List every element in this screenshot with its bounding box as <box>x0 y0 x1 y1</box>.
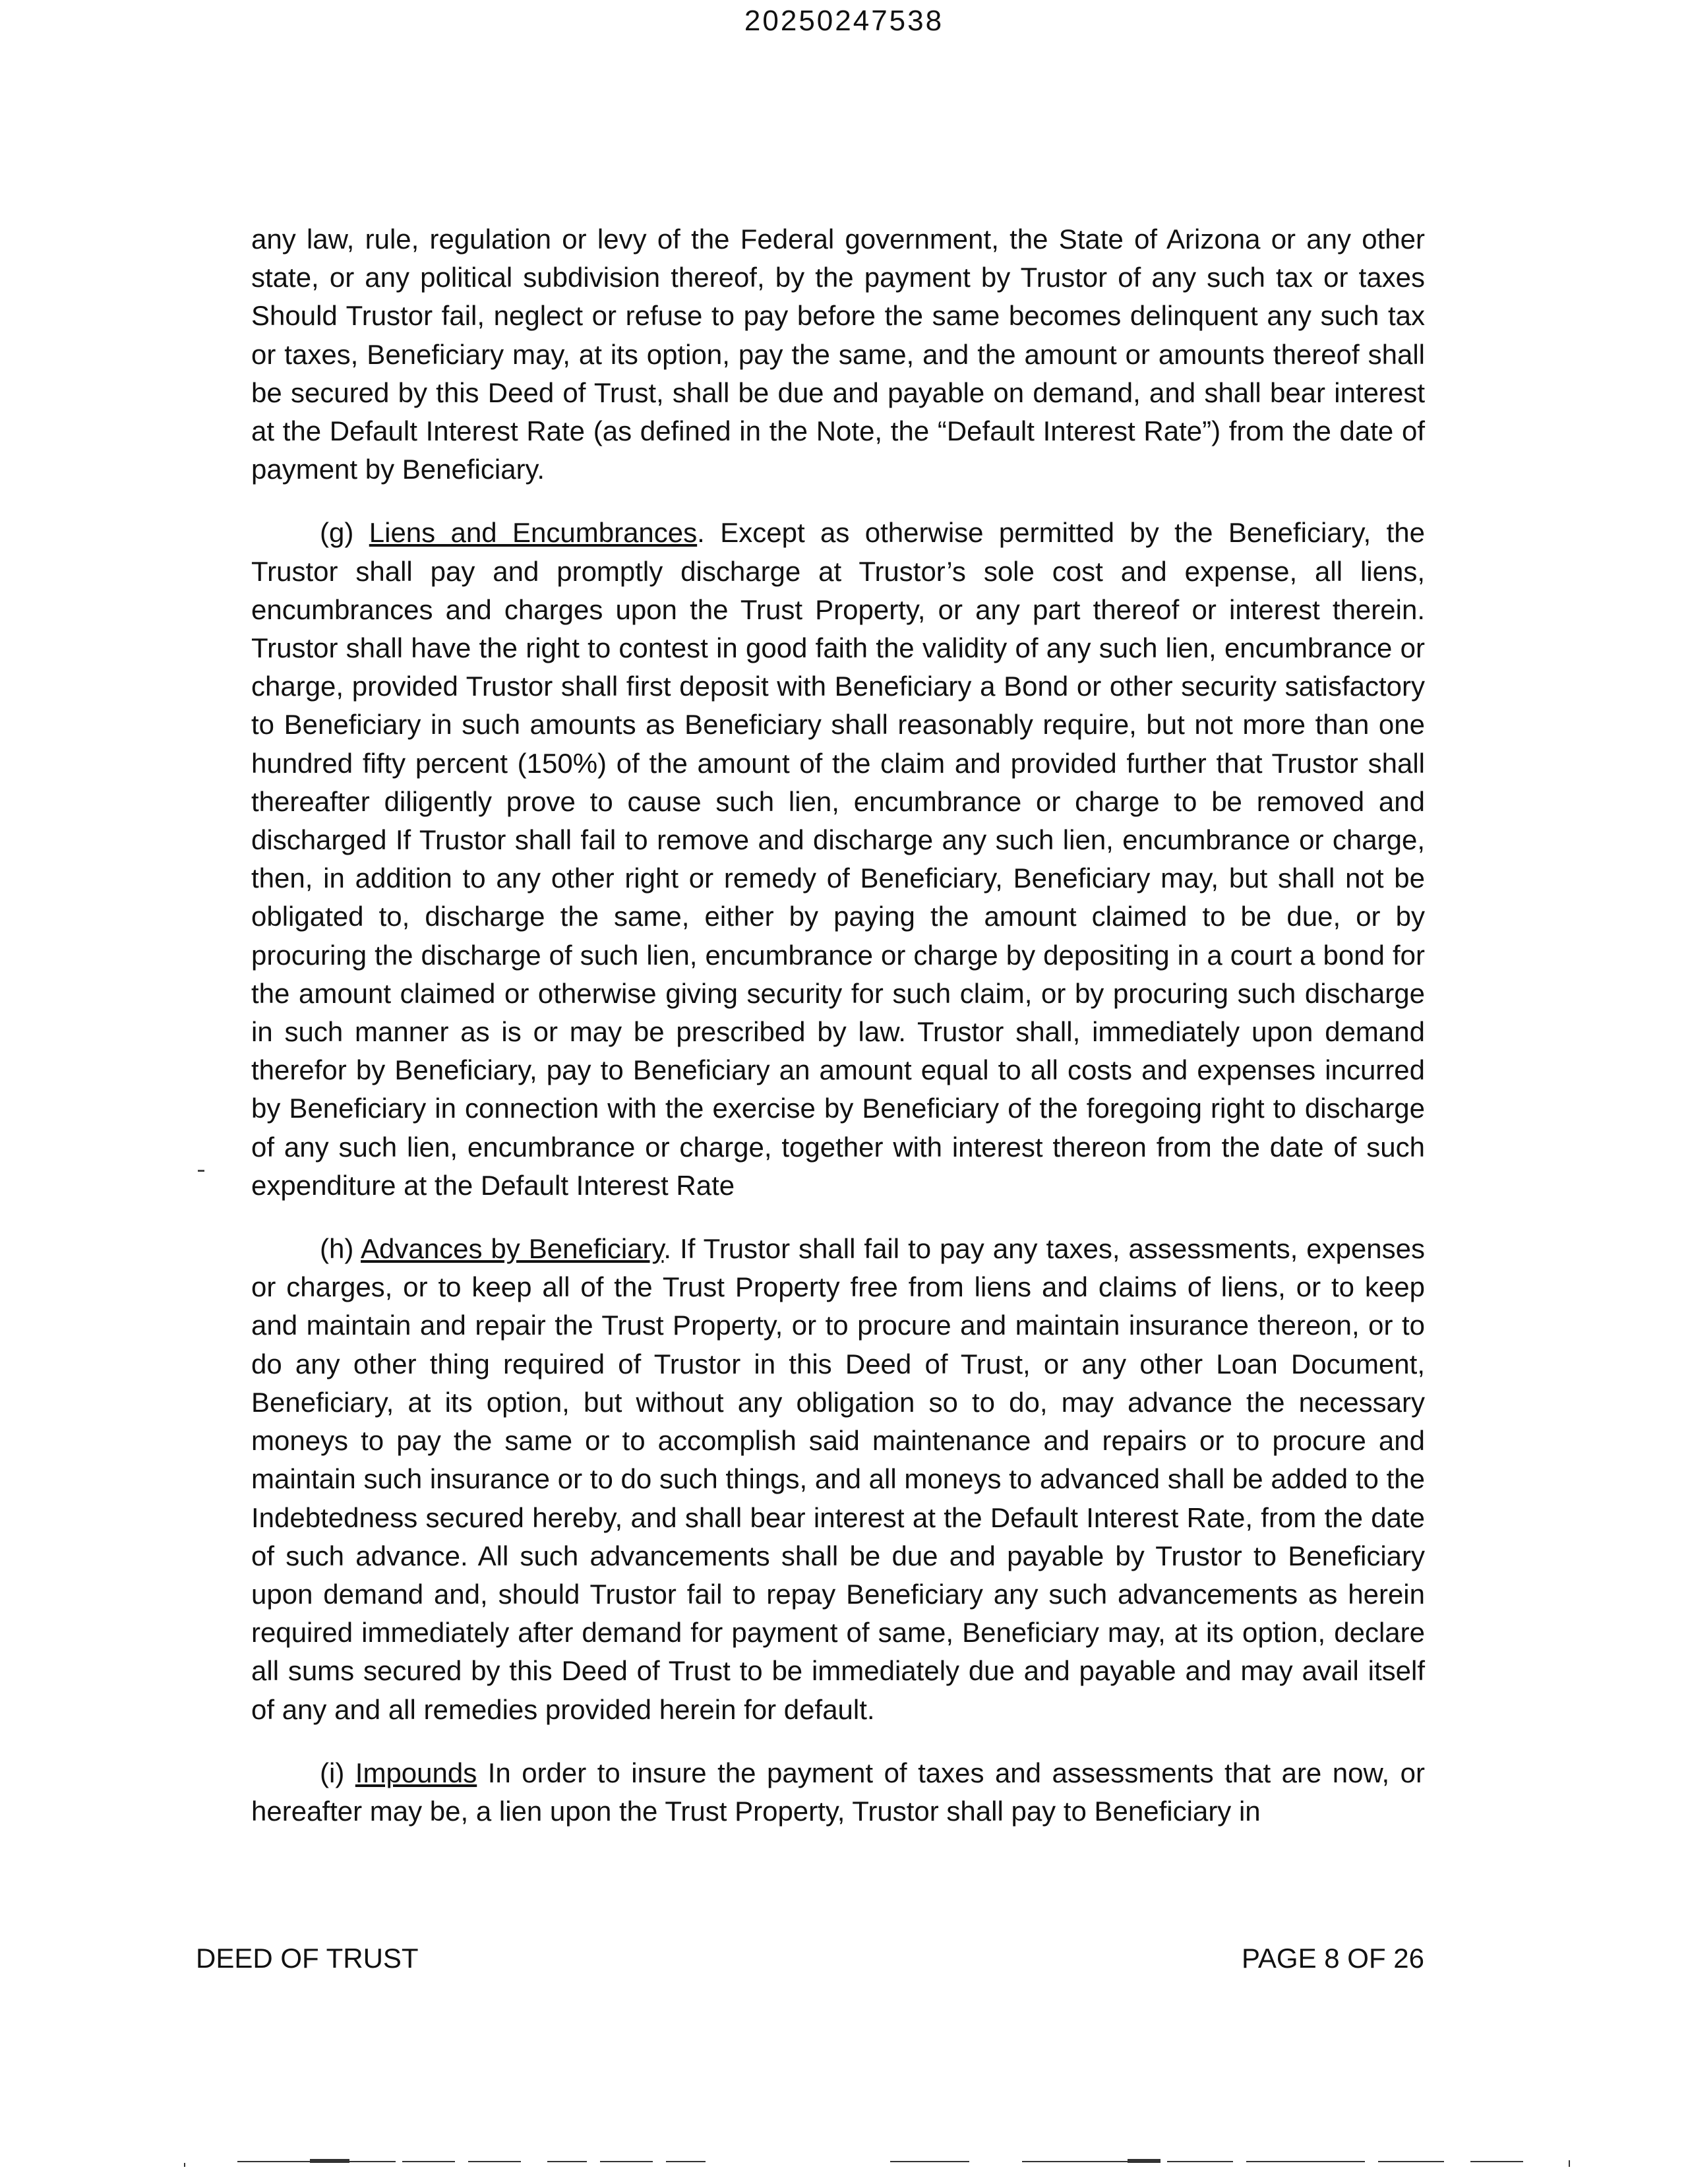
section-text-h: . If Trustor shall fail to pay any taxes, assessments, expenses or charges, or to keep all of the Trust Property free from liens and claims of liens, or to keep and maintain and repair the Trust Property, or to procure and maintain insurance thereon, or to do any other thing required of Trustor in this Deed of Trust, or any other Loan Document, Beneficiary, at its option, but without any obligation so to do, may advance the necessary moneys to pay the same or to accomplish said maintenance and repairs or to procure and maintain such insurance or to do such things, and all moneys to advanced shall be added to the Indebtedness secured hereby, and shall bear interest at the Default Interest Rate, from the date of such advance. All such advancements shall be due and payable by Trustor to Beneficiary upon demand and, should Trustor fail to repay Beneficiary any such advancements as herein required immediately after demand for payment of same, Beneficiary may, at its option, declare all sums secured by this Deed of Trust to be immediately due and payable and may avail itself of any and all remedies provided herein for default. <box>251 1233 1426 1725</box>
section-heading-g: Liens and Encumbrances <box>369 517 698 549</box>
section-marker-g: (g) <box>320 517 354 549</box>
paragraph-h <box>251 1230 1425 1729</box>
section-text-i: In order to insure the payment of taxes and assessments that are now, or hereafter may be, a lien upon the Trust Property, Trustor shall pay to Beneficiary in <box>251 1757 1425 1827</box>
section-heading-h: Advances by Beneficiary <box>361 1233 664 1265</box>
document-body <box>251 220 1425 1856</box>
document-number: 20250247538 <box>744 5 944 37</box>
section-heading-i: Impounds <box>355 1757 477 1788</box>
paragraph-g <box>251 514 1425 1205</box>
footer-document-title: DEED OF TRUST <box>196 1943 419 1974</box>
paragraph-continuation: any law, rule, regulation or levy of the Federal government, the State of Arizona or any other state, or any political subdivision thereof, by the payment by Trustor of any such tax or taxes Should Trustor fail, neglect or refuse to pay before the same becomes delinquent any such tax or taxes, Beneficiary may, at its option, pay the same, and the amount or amounts thereof shall be secured by this Deed of Trust, shall be due and payable on demand, and shall bear interest at the Default Interest Rate (as defined in the Note, the “Default Interest Rate”) from the date of payment by Beneficiary. <box>251 224 1425 485</box>
paragraph-i <box>251 1754 1425 1831</box>
footer-page-number: PAGE 8 OF 26 <box>1242 1943 1424 1974</box>
section-marker-i: (i) <box>320 1757 345 1788</box>
section-marker-h: (h) <box>320 1233 354 1265</box>
section-text-g: . Except as otherwise permitted by the Beneficiary, the Trustor shall pay and promptly discharge at Trustor’s sole cost and expense, all liens, encumbrances and charges upon the Trust Property, or any part thereof or interest therein. Trustor shall have the right to contest in good faith the validity of any such lien, encumbrance or charge, provided Trustor shall first deposit with Beneficiary a Bond or other security satisfactory to Beneficiary in such amounts as Beneficiary shall reasonably require, but not more than one hundred fifty percent (150%) of the amount of the claim and provided further that Trustor shall thereafter diligently prove to cause such lien, encumbrance or charge to be removed and discharged If Trustor shall fail to remove and discharge any such lien, encumbrance or charge, then, in addition to any other right or remedy of Beneficiary, Beneficiary may, but shall not be obligated to, discharge the same, either by paying the amount claimed to be due, or by procuring the discharge of such lien, encumbrance or charge by depositing in a court a bond for the amount claimed or otherwise giving security for such claim, or by procuring such discharge in such manner as is or may be prescribed by law. Trustor shall, immediately upon demand therefor by Beneficiary, pay to Beneficiary an amount equal to all costs and expenses incurred by Beneficiary in connection with the exercise by Beneficiary of the foregoing right to discharge of any such lien, encumbrance or charge, together with interest thereon from the date of such expenditure at the Default Interest Rate <box>251 517 1425 1201</box>
margin-mark <box>198 1170 204 1172</box>
scan-artifact-strip <box>178 2155 1576 2168</box>
